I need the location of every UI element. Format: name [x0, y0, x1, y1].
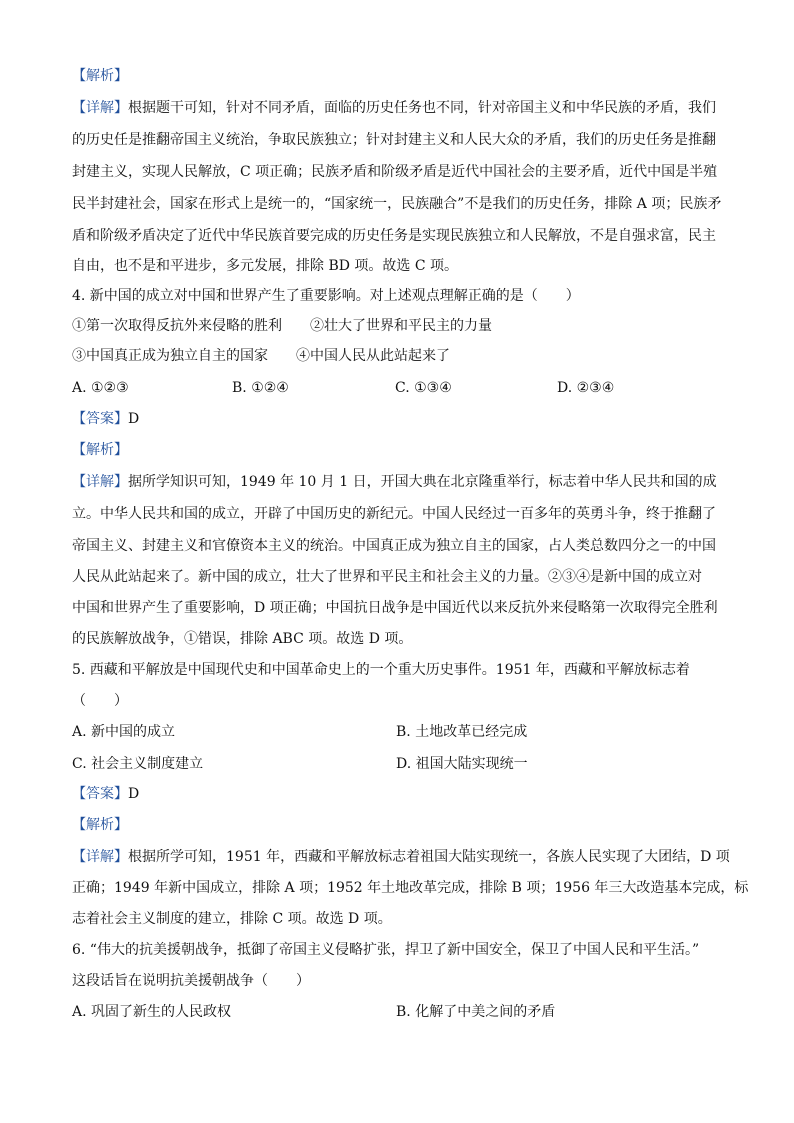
option-b: B. ①②④ [232, 380, 289, 396]
detail-label: 【详解】 [72, 100, 128, 116]
detail-paragraph-line: 盾和阶级矛盾决定了近代中华民族首要完成的历史任务是实现民族独立和人民解放，不是自强求富，民主 [72, 228, 716, 244]
answer-value: D [128, 411, 140, 427]
detail-paragraph-line: 自由，也不是和平进步，多元发展，排除 BD 项。故选 C 项。 [72, 258, 459, 274]
answer-value: D [128, 786, 140, 802]
detail-paragraph-line: 人民从此站起来了。新中国的成立，壮大了世界和平民主和社会主义的力量。②③④是新中国的成立对 [72, 569, 702, 585]
detail-paragraph-line: 帝国主义、封建主义和官僚资本主义的统治。中国真正成为独立自主的国家，占人类总数四分之一的中国 [72, 538, 716, 554]
analysis-label: 【解析】 [72, 817, 128, 833]
option-b: B. 化解了中美之间的矛盾 [396, 1004, 556, 1020]
answer-label: 【答案】 [72, 786, 128, 802]
answer-label: 【答案】 [72, 411, 128, 427]
detail-paragraph-line: 正确；1949 年新中国成立，排除 A 项；1952 年土地改革完成，排除 B 项；1956 年三大改造基本完成，标 [72, 880, 749, 896]
question-items: ③中国真正成为独立自主的国家 ④中国人民从此站起来了 [72, 348, 450, 364]
answer-line [72, 784, 722, 804]
detail-paragraph-line: 民半封建社会，国家在形式上是统一的，“国家统一，民族融合”不是我们的历史任务，排除 A 项；民族矛 [72, 196, 722, 212]
option-c: C. ①③④ [395, 380, 452, 396]
analysis-label: 【解析】 [72, 68, 128, 84]
option-d: D. 祖国大陆实现统一 [396, 756, 528, 772]
detail-paragraph-line: 的民族解放战争，①错误，排除 ABC 项。故选 D 项。 [72, 631, 413, 647]
option-b: B. 土地改革已经完成 [396, 724, 528, 740]
detail-paragraph-line: 立。中华人民共和国的成立，开辟了中国历史的新纪元。中国人民经过一百多年的英勇斗争，终于推翻了 [72, 506, 716, 522]
option-a: A. ①②③ [72, 380, 129, 396]
detail-paragraph-line: 【详解】根据所学可知，1951 年，西藏和平解放标志着祖国大陆实现统一，各族人民实现了大团结，D 项 [72, 849, 730, 865]
detail-paragraph-line: 【详解】根据题干可知，针对不同矛盾，面临的历史任务也不同，针对帝国主义和中华民族的矛盾，我们 [72, 100, 716, 116]
question-stem: （ ） [72, 693, 128, 709]
question-items: ①第一次取得反抗外来侵略的胜利 ②壮大了世界和平民主的力量 [72, 318, 492, 334]
option-c: C. 社会主义制度建立 [72, 756, 204, 772]
question-stem: 4. 新中国的成立对中国和世界产生了重要影响。对上述观点理解正确的是（ ） [72, 288, 580, 304]
detail-paragraph-line: 【详解】据所学知识可知，1949 年 10 月 1 日，开国大典在北京隆重举行，标志着中华人民共和国的成 [72, 474, 717, 490]
detail-paragraph-line: 的历史任是推翻帝国主义统治，争取民族独立；针对封建主义和人民大众的矛盾，我们的历史任务是推翻 [72, 132, 716, 148]
answer-line [72, 409, 722, 429]
detail-paragraph-line: 封建主义，实现人民解放，C 项正确；民族矛盾和阶级矛盾是近代中国社会的主要矛盾，近代中国是半殖 [72, 164, 718, 180]
detail-paragraph-line: 志着社会主义制度的建立，排除 C 项。故选 D 项。 [72, 911, 392, 927]
question-stem: 这段话旨在说明抗美援朝战争（ ） [72, 973, 310, 989]
detail-label: 【详解】 [72, 849, 128, 865]
option-d: D. ②③④ [557, 380, 615, 396]
question-stem: 5. 西藏和平解放是中国现代史和中国革命史上的一个重大历史事件。1951 年，西藏和平解放标志着 [72, 662, 690, 678]
analysis-label: 【解析】 [72, 442, 128, 458]
detail-label: 【详解】 [72, 474, 128, 490]
option-a: A. 新中国的成立 [72, 724, 176, 740]
detail-paragraph-line: 中国和世界产生了重要影响，D 项正确；中国抗日战争是中国近代以来反抗外来侵略第一次取得完全胜利 [72, 600, 718, 616]
question-stem: 6. “伟大的抗美援朝战争，抵御了帝国主义侵略扩张，捍卫了新中国安全，保卫了中国人民和平生活。” [72, 942, 700, 958]
option-a: A. 巩固了新生的人民政权 [72, 1004, 232, 1020]
